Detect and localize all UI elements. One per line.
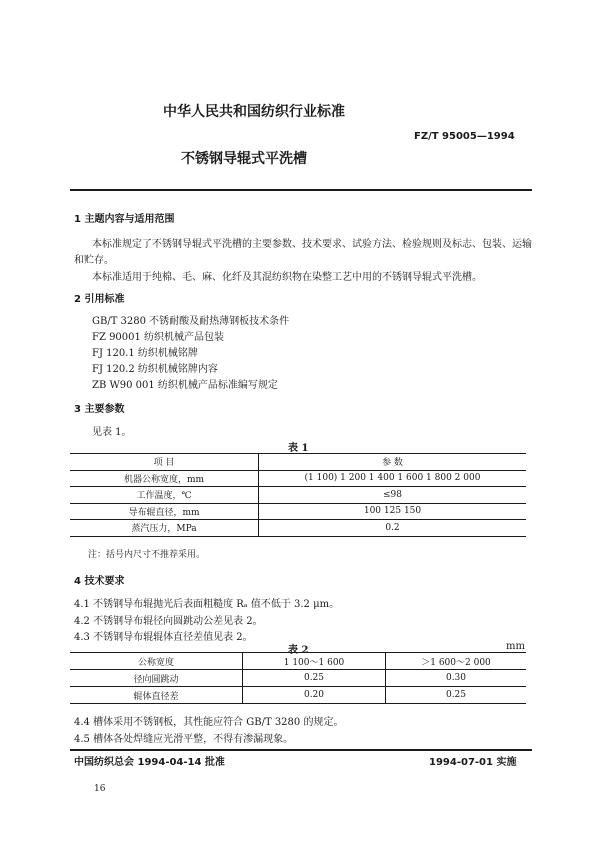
org-standard-title: 中华人民共和国纺织行业标准 [163, 104, 345, 120]
table-cell: 辊体直径差 [70, 687, 243, 704]
section-1-heading: 1 主题内容与适用范围 [74, 214, 175, 225]
reference-item: FJ 120.2 纺织机械铭牌内容 [92, 364, 218, 375]
table-row [70, 454, 526, 471]
table-cell: 0.25 [386, 687, 527, 704]
requirement-item: 4.4 槽体采用不锈钢板，其性能应符合 GB/T 3280 的规定。 [74, 717, 344, 728]
table-cell: 机器公称宽度，mm [70, 470, 259, 487]
table-header-cell: 项 目 [70, 454, 259, 471]
table-header-cell: 参 数 [259, 454, 527, 471]
requirement-item: 4.2 不锈钢导布辊径向圆跳动公差见表 2。 [74, 616, 263, 627]
table-1 [70, 453, 526, 537]
table-cell: (1 100) 1 200 1 400 1 600 1 800 2 000 [259, 470, 527, 487]
table-header-cell: ＞1 600～2 000 [386, 653, 527, 670]
section-2-heading: 2 引用标准 [74, 294, 125, 305]
reference-item: GB/T 3280 不锈耐酸及耐热薄钢板技术条件 [92, 316, 290, 327]
table-cell: 工作温度，℃ [70, 487, 259, 504]
table-2-caption: 表 2 [288, 645, 309, 656]
section-1-para-1-cont: 和贮存。 [74, 255, 114, 266]
table-cell: 导布辊直径，mm [70, 503, 259, 520]
table-cell: 0.20 [243, 687, 386, 704]
table-row [70, 653, 526, 670]
page-title: 不锈钢导辊式平洗槽 [181, 151, 307, 167]
section-4-heading: 4 技术要求 [74, 576, 125, 587]
section-3-heading: 3 主要参数 [74, 404, 125, 415]
requirement-item: 4.1 不锈钢导布辊抛光后表面粗糙度 Rₐ 值不低于 3.2 μm。 [74, 599, 340, 610]
page-number: 16 [94, 784, 106, 794]
table-header-cell: 1 100～1 600 [243, 653, 386, 670]
table-2 [70, 652, 526, 704]
table-2-unit: mm [506, 641, 525, 652]
reference-item: FJ 120.1 纺织机械铭牌 [92, 348, 198, 359]
standard-number: FZ/T 95005—1994 [414, 131, 515, 142]
footer-rule [70, 749, 532, 751]
table-cell: 径向圆跳动 [70, 670, 243, 687]
table-row [70, 520, 526, 537]
table-row [70, 487, 526, 504]
table-row [70, 470, 526, 487]
table-row [70, 503, 526, 520]
section-3-text: 见表 1。 [92, 427, 132, 438]
table-1-caption: 表 1 [288, 443, 309, 454]
table-cell: 0.30 [386, 670, 527, 687]
table-cell: 蒸汽压力，MPa [70, 520, 259, 537]
table-cell: ≤98 [259, 487, 527, 504]
requirement-item: 4.3 不锈钢导布辊辊体直径差值见表 2。 [74, 632, 253, 643]
section-1-para-2: 本标准适用于纯棉、毛、麻、化纤及其混纺织物在染整工艺中用的不锈钢导辊式平洗槽。 [92, 272, 482, 283]
table-header-cell: 公称宽度 [70, 653, 243, 670]
table-row [70, 670, 526, 687]
header-rule [70, 189, 532, 191]
effective-date: 1994-07-01 实施 [429, 757, 517, 768]
requirement-item: 4.5 槽体各处焊缝应光滑平整，不得有渗漏现象。 [74, 734, 294, 745]
table-row [70, 687, 526, 704]
table-cell: 0.25 [243, 670, 386, 687]
table-1-note: 注：括号内尺寸不推荐采用。 [88, 550, 206, 560]
table-cell: 0.2 [259, 520, 527, 537]
table-cell: 100 125 150 [259, 503, 527, 520]
reference-item: FZ 90001 纺织机械产品包装 [92, 332, 225, 343]
section-1-para-1: 本标准规定了不锈钢导辊式平洗槽的主要参数、技术要求、试验方法、检验规则及标志、包装、运输 [92, 239, 532, 250]
approval-date: 中国纺织总会 1994-04-14 批准 [74, 757, 225, 768]
reference-item: ZB W90 001 纺织机械产品标准编写规定 [92, 380, 278, 391]
